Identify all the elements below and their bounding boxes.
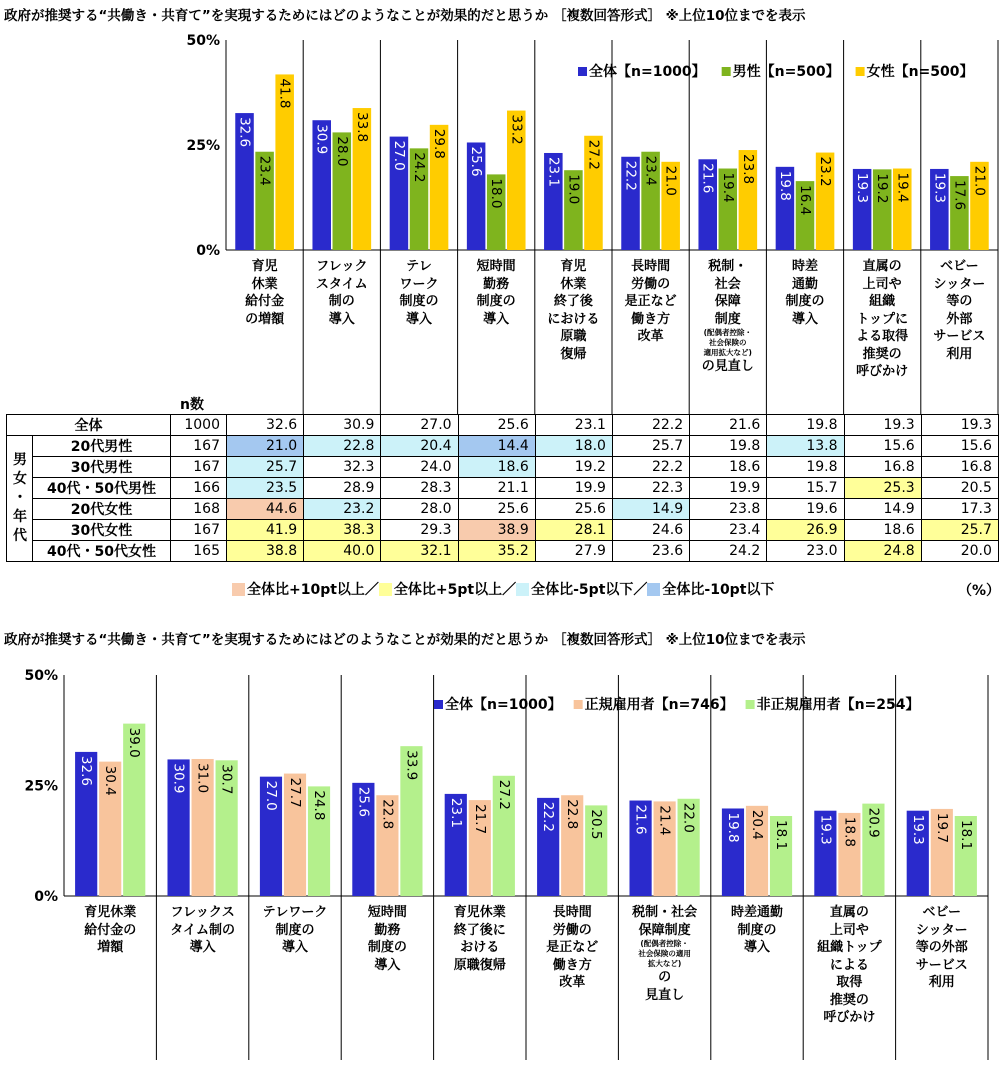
value-cell: 23.8	[690, 499, 767, 520]
category-subnote: 適用拡大など)	[703, 348, 752, 357]
category-line: 導入	[281, 940, 308, 955]
data-label: 19.3	[931, 172, 948, 204]
category-line: による	[829, 957, 869, 973]
value-cell: 38.9	[458, 520, 535, 541]
data-label: 33.2	[508, 114, 525, 145]
value-cell: 19.9	[690, 478, 767, 499]
data-label: 27.7	[287, 777, 303, 808]
n-cell: 167	[171, 436, 227, 457]
legend-label: 男性【n=500】	[732, 64, 840, 80]
value-cell: 24.2	[690, 541, 767, 562]
data-label: 30.7	[218, 764, 235, 795]
category-line: 原職復帰	[453, 957, 506, 973]
data-label: 25.6	[468, 146, 485, 177]
category-line: 時差	[791, 259, 818, 274]
category-line: 終了後	[553, 294, 593, 309]
category-label	[526, 904, 618, 992]
category-line: ベビー	[940, 259, 979, 274]
data-label: 18.8	[841, 816, 858, 847]
value-cell: 14.9	[844, 499, 921, 520]
data-label: 20.9	[865, 807, 882, 838]
value-cell: 28.9	[304, 478, 381, 499]
category-line: 導入	[189, 940, 216, 955]
data-label: 33.9	[403, 750, 420, 781]
category-line: 勤務	[374, 922, 401, 938]
category-line: 給付金	[245, 294, 285, 309]
data-label: 22.2	[540, 801, 557, 832]
value-cell: 21.6	[690, 415, 767, 436]
category-line: 休業	[251, 276, 278, 292]
category-line: 外部	[946, 311, 973, 327]
value-cell: 32.6	[227, 415, 304, 436]
category-line: 働き方	[552, 957, 592, 973]
category-line: 導入	[791, 311, 818, 327]
data-label: 30.9	[170, 763, 187, 794]
category-line: 利用	[928, 975, 955, 990]
category-line: フレック	[316, 259, 368, 274]
category-line: 上司や	[829, 922, 869, 938]
category-line: 働き方	[631, 311, 671, 327]
n-header: n数	[180, 397, 204, 413]
category-line: 保障	[714, 294, 741, 309]
value-cell: 20.5	[921, 478, 998, 499]
data-label: 20.5	[588, 809, 605, 840]
data-label: 39.0	[126, 727, 143, 758]
data-label: 21.0	[662, 165, 679, 196]
value-cell: 20.4	[381, 436, 458, 457]
value-cell: 19.8	[767, 415, 844, 436]
category-line: 通勤	[791, 276, 818, 292]
category-subnote: 社会保険の	[709, 338, 747, 347]
value-cell: 28.0	[381, 499, 458, 520]
value-cell: 15.6	[844, 436, 921, 457]
category-line: 推奨の	[862, 346, 902, 362]
row-label: 40代・50代男性	[33, 478, 171, 499]
data-label: 19.7	[933, 812, 950, 843]
value-cell: 25.6	[535, 499, 612, 520]
value-cell: 18.6	[458, 457, 535, 478]
category-label	[249, 904, 341, 957]
category-line: における	[547, 311, 600, 327]
category-line: 制の	[328, 294, 355, 309]
data-label: 24.8	[311, 790, 328, 821]
category-label	[156, 904, 248, 957]
data-label: 41.8	[276, 78, 293, 109]
value-cell: 23.2	[304, 499, 381, 520]
category-line: 制度の	[476, 294, 516, 309]
category-line: 制度の	[275, 922, 315, 938]
category-line: 呼びかけ	[823, 1010, 876, 1025]
category-line: 直属の	[862, 259, 902, 274]
value-cell: 18.6	[690, 457, 767, 478]
value-cell: 25.6	[458, 415, 535, 436]
value-cell: 26.9	[767, 520, 844, 541]
value-cell: 19.3	[844, 415, 921, 436]
category-line: 導入	[743, 940, 770, 955]
value-cell: 14.4	[458, 436, 535, 457]
category-line: 長時間	[552, 905, 592, 920]
data-label: 25.6	[355, 786, 372, 817]
category-line: ワーク	[399, 276, 439, 292]
category-label	[434, 904, 526, 974]
value-cell: 21.1	[458, 478, 535, 499]
side-label-char: 代	[13, 528, 27, 544]
y-tick-label: 25%	[24, 778, 58, 795]
data-label: 27.0	[390, 140, 407, 171]
n-cell: 168	[171, 499, 227, 520]
category-line: トップに	[856, 311, 908, 327]
value-cell: 19.2	[535, 457, 612, 478]
data-label: 19.3	[817, 814, 834, 845]
value-cell: 23.0	[767, 541, 844, 562]
data-label: 21.7	[471, 804, 488, 835]
data-label: 19.8	[776, 170, 793, 201]
chart-title-2: 政府が推奨する“共働き・共育て”を実現するためにはどのようなことが効果的だと思うか ［複数回答形式］ ※上位10位までを表示	[4, 632, 806, 648]
value-cell: 23.6	[612, 541, 689, 562]
value-cell: 14.9	[612, 499, 689, 520]
data-label: 27.2	[585, 139, 602, 170]
value-cell: 23.1	[535, 415, 612, 436]
value-cell: 18.6	[844, 520, 921, 541]
category-line: の見直し	[701, 359, 754, 374]
category-line: 利用	[946, 346, 973, 362]
data-label: 27.0	[262, 780, 279, 811]
n-cell: 1000	[171, 415, 227, 436]
legend-label: 全体【n=1000】	[589, 64, 706, 80]
y-tick-label: 0%	[34, 889, 58, 905]
data-label: 28.0	[333, 136, 350, 167]
legend-swatch	[434, 700, 443, 709]
value-cell: 30.9	[304, 415, 381, 436]
category-line: 等の	[946, 294, 973, 309]
data-label: 22.2	[622, 160, 639, 191]
category-line: テレ	[406, 259, 432, 274]
y-tick-label: 0%	[196, 243, 220, 259]
value-cell: 25.6	[458, 499, 535, 520]
data-label: 22.8	[564, 799, 581, 830]
highlight-label: 全体比+5pt以上／	[393, 582, 517, 598]
value-cell: 25.7	[921, 520, 998, 541]
data-label: 33.8	[353, 112, 370, 143]
value-cell: 20.0	[921, 541, 998, 562]
category-label	[618, 904, 710, 1004]
data-label: 19.4	[719, 172, 736, 203]
data-label: 23.2	[817, 156, 834, 187]
value-cell: 19.8	[690, 436, 767, 457]
data-label: 19.2	[874, 173, 891, 204]
category-line: タイム制の	[170, 922, 235, 938]
highlight-label: 全体比+10pt以上／	[247, 582, 379, 598]
row-label: 40代・50代女性	[33, 541, 171, 562]
data-label: 21.4	[656, 805, 673, 836]
n-cell: 166	[171, 478, 227, 499]
category-line: 制度の	[785, 294, 825, 309]
side-label-char: ・	[13, 490, 27, 506]
category-line: 終了後に	[453, 922, 506, 938]
data-label: 22.0	[680, 802, 697, 833]
data-label: 21.0	[971, 165, 988, 196]
category-line: 短時間	[367, 905, 407, 920]
row-label: 30代男性	[33, 457, 171, 478]
data-label: 31.0	[194, 762, 211, 794]
category-label	[711, 904, 803, 957]
value-cell: 29.3	[381, 520, 458, 541]
value-cell: 22.2	[612, 415, 689, 436]
data-label: 19.8	[724, 812, 741, 843]
data-label: 32.6	[236, 117, 253, 148]
value-cell: 21.0	[227, 436, 304, 457]
category-line: 短時間	[476, 259, 516, 274]
legend-swatch	[574, 700, 583, 709]
category-line: 導入	[328, 311, 355, 327]
value-cell: 19.9	[535, 478, 612, 499]
value-cell: 22.2	[612, 457, 689, 478]
value-cell: 32.1	[381, 541, 458, 562]
value-cell: 17.3	[921, 499, 998, 520]
side-label-char: 年	[13, 509, 27, 525]
category-line: 導入	[405, 311, 432, 327]
row-label: 20代男性	[33, 436, 171, 457]
unit-label: （%）	[958, 583, 1000, 599]
value-cell: 28.3	[381, 478, 458, 499]
data-label: 23.8	[739, 154, 756, 185]
category-line: 育児	[560, 259, 587, 274]
value-cell: 24.6	[612, 520, 689, 541]
category-line: 原職	[560, 329, 587, 344]
value-cell: 40.0	[304, 541, 381, 562]
category-line: 育児	[251, 259, 278, 274]
category-line: ベビー	[922, 905, 962, 920]
category-line: の	[658, 970, 672, 985]
category-line: 労働の	[631, 276, 671, 292]
category-line: 見直し	[645, 987, 685, 1003]
category-line: 直属の	[829, 905, 869, 920]
category-line: サービス	[933, 329, 986, 344]
category-line: 労働の	[552, 922, 592, 938]
row-label: 全体	[7, 415, 171, 436]
data-label: 32.6	[78, 755, 95, 786]
n-cell: 167	[171, 457, 227, 478]
category-line: 給付金の	[84, 922, 137, 938]
value-cell: 23.5	[227, 478, 304, 499]
data-label: 30.9	[313, 124, 330, 155]
category-line: 推奨の	[829, 992, 869, 1008]
category-line: 長時間	[631, 259, 671, 274]
value-cell: 41.9	[227, 520, 304, 541]
category-line: よる取得	[856, 329, 909, 344]
value-cell: 19.6	[767, 499, 844, 520]
data-label: 18.1	[773, 819, 790, 851]
side-label-char: 女	[13, 471, 27, 487]
category-line: サービス	[915, 957, 968, 973]
side-label-char: 男	[13, 452, 27, 468]
highlight-label: 全体比-5pt以下／	[531, 582, 648, 598]
category-line: 導入	[483, 311, 510, 327]
category-line: 保障制度	[638, 922, 691, 938]
category-line: シッター	[915, 922, 968, 938]
category-line: 社会	[714, 276, 741, 292]
category-line: 時差通勤	[730, 905, 783, 920]
category-line: 上司や	[862, 276, 902, 292]
category-line: 育児休業	[84, 905, 137, 920]
value-cell: 18.0	[535, 436, 612, 457]
data-label: 21.6	[699, 163, 716, 194]
value-cell: 19.3	[921, 415, 998, 436]
data-label: 29.8	[431, 128, 448, 159]
y-tick-label: 50%	[24, 668, 58, 684]
value-cell: 27.0	[381, 415, 458, 436]
category-line: 改革	[637, 329, 664, 344]
category-label	[803, 904, 895, 1027]
category-subnote: (配偶者控除・	[640, 939, 689, 948]
category-line: 組織	[869, 294, 896, 309]
value-cell: 25.3	[844, 478, 921, 499]
data-label: 21.6	[632, 804, 649, 835]
category-label	[341, 904, 433, 974]
value-cell: 38.8	[227, 541, 304, 562]
category-line: 導入	[374, 957, 401, 973]
value-cell: 25.7	[227, 457, 304, 478]
value-cell: 44.6	[227, 499, 304, 520]
legend-swatch	[746, 700, 755, 709]
value-cell: 15.7	[767, 478, 844, 499]
data-label: 23.4	[642, 155, 659, 186]
value-cell: 35.2	[458, 541, 535, 562]
y-tick-label: 50%	[186, 33, 220, 49]
value-cell: 32.3	[304, 457, 381, 478]
category-line: 改革	[559, 975, 586, 990]
data-label: 19.0	[565, 174, 582, 205]
value-cell: 27.9	[535, 541, 612, 562]
row-label: 20代女性	[33, 499, 171, 520]
category-line: 復帰	[560, 346, 587, 362]
value-cell: 23.4	[690, 520, 767, 541]
category-line: 制度の	[737, 922, 777, 938]
data-label: 19.4	[894, 172, 911, 203]
y-tick-label: 25%	[186, 138, 220, 154]
category-line: スタイム	[315, 276, 368, 292]
value-cell: 22.3	[612, 478, 689, 499]
value-cell: 38.3	[304, 520, 381, 541]
data-label: 23.1	[545, 156, 562, 188]
chart-title-1: 政府が推奨する“共働き・共育て”を実現するためにはどのようなことが効果的だと思うか ［複数回答形式］ ※上位10位までを表示	[4, 8, 806, 24]
data-label: 23.4	[256, 155, 273, 186]
category-subnote: 社会保険の適用	[638, 949, 691, 958]
legend-label: 全体【n=1000】	[445, 697, 562, 713]
value-cell: 25.7	[612, 436, 689, 457]
category-line: 税制・	[708, 259, 748, 274]
data-label: 17.6	[951, 180, 968, 211]
data-label: 19.3	[909, 814, 926, 845]
category-line: 是正など	[546, 940, 599, 955]
legend-label: 正規雇用者【n=746】	[584, 697, 734, 713]
value-cell: 22.8	[304, 436, 381, 457]
category-line: フレックス	[170, 905, 235, 920]
category-line: テレワーク	[262, 905, 328, 920]
highlight-label: 全体比-10pt以下	[662, 582, 775, 598]
value-cell: 13.8	[767, 436, 844, 457]
value-cell: 15.6	[921, 436, 998, 457]
category-line: 育児休業	[453, 905, 506, 920]
value-cell: 28.1	[535, 520, 612, 541]
category-line: 呼びかけ	[856, 364, 909, 379]
category-line: 取得	[836, 975, 863, 990]
category-line: 休業	[560, 276, 587, 292]
data-label: 18.0	[488, 178, 505, 209]
category-line: シッター	[933, 276, 986, 292]
data-label: 20.4	[749, 809, 765, 840]
data-label: 24.2	[411, 152, 427, 183]
value-cell: 24.8	[844, 541, 921, 562]
data-label: 22.8	[379, 799, 396, 830]
category-line: 是正など	[624, 294, 677, 309]
value-cell: 16.8	[844, 457, 921, 478]
data-label: 23.1	[447, 797, 464, 828]
category-subnote: 拡大など)	[647, 959, 682, 968]
data-label: 30.4	[102, 765, 119, 796]
category-label	[64, 904, 156, 957]
row-label: 30代女性	[33, 520, 171, 541]
category-label	[896, 904, 988, 992]
category-line: の増額	[245, 311, 285, 327]
value-cell: 24.0	[381, 457, 458, 478]
category-line: 等の外部	[915, 940, 968, 955]
category-line: 制度の	[367, 940, 407, 955]
legend-label: 非正規雇用者【n=254】	[756, 697, 920, 713]
data-label: 18.1	[957, 819, 974, 851]
legend-label: 女性【n=500】	[866, 64, 974, 80]
data-label: 16.4	[797, 185, 813, 216]
category-line: 組織トップ	[817, 940, 882, 955]
category-subnote: (配偶者控除・	[703, 328, 752, 337]
value-cell: 16.8	[921, 457, 998, 478]
category-line: 増額	[97, 940, 124, 955]
category-line: 勤務	[483, 276, 510, 292]
n-cell: 167	[171, 520, 227, 541]
category-line: おける	[460, 940, 500, 955]
category-line: 制度の	[399, 294, 439, 309]
data-label: 27.2	[495, 779, 512, 810]
category-line: 税制・社会	[632, 905, 698, 920]
data-label: 19.3	[854, 172, 871, 204]
n-cell: 165	[171, 541, 227, 562]
value-cell: 19.8	[767, 457, 844, 478]
category-line: 制度	[714, 311, 741, 327]
